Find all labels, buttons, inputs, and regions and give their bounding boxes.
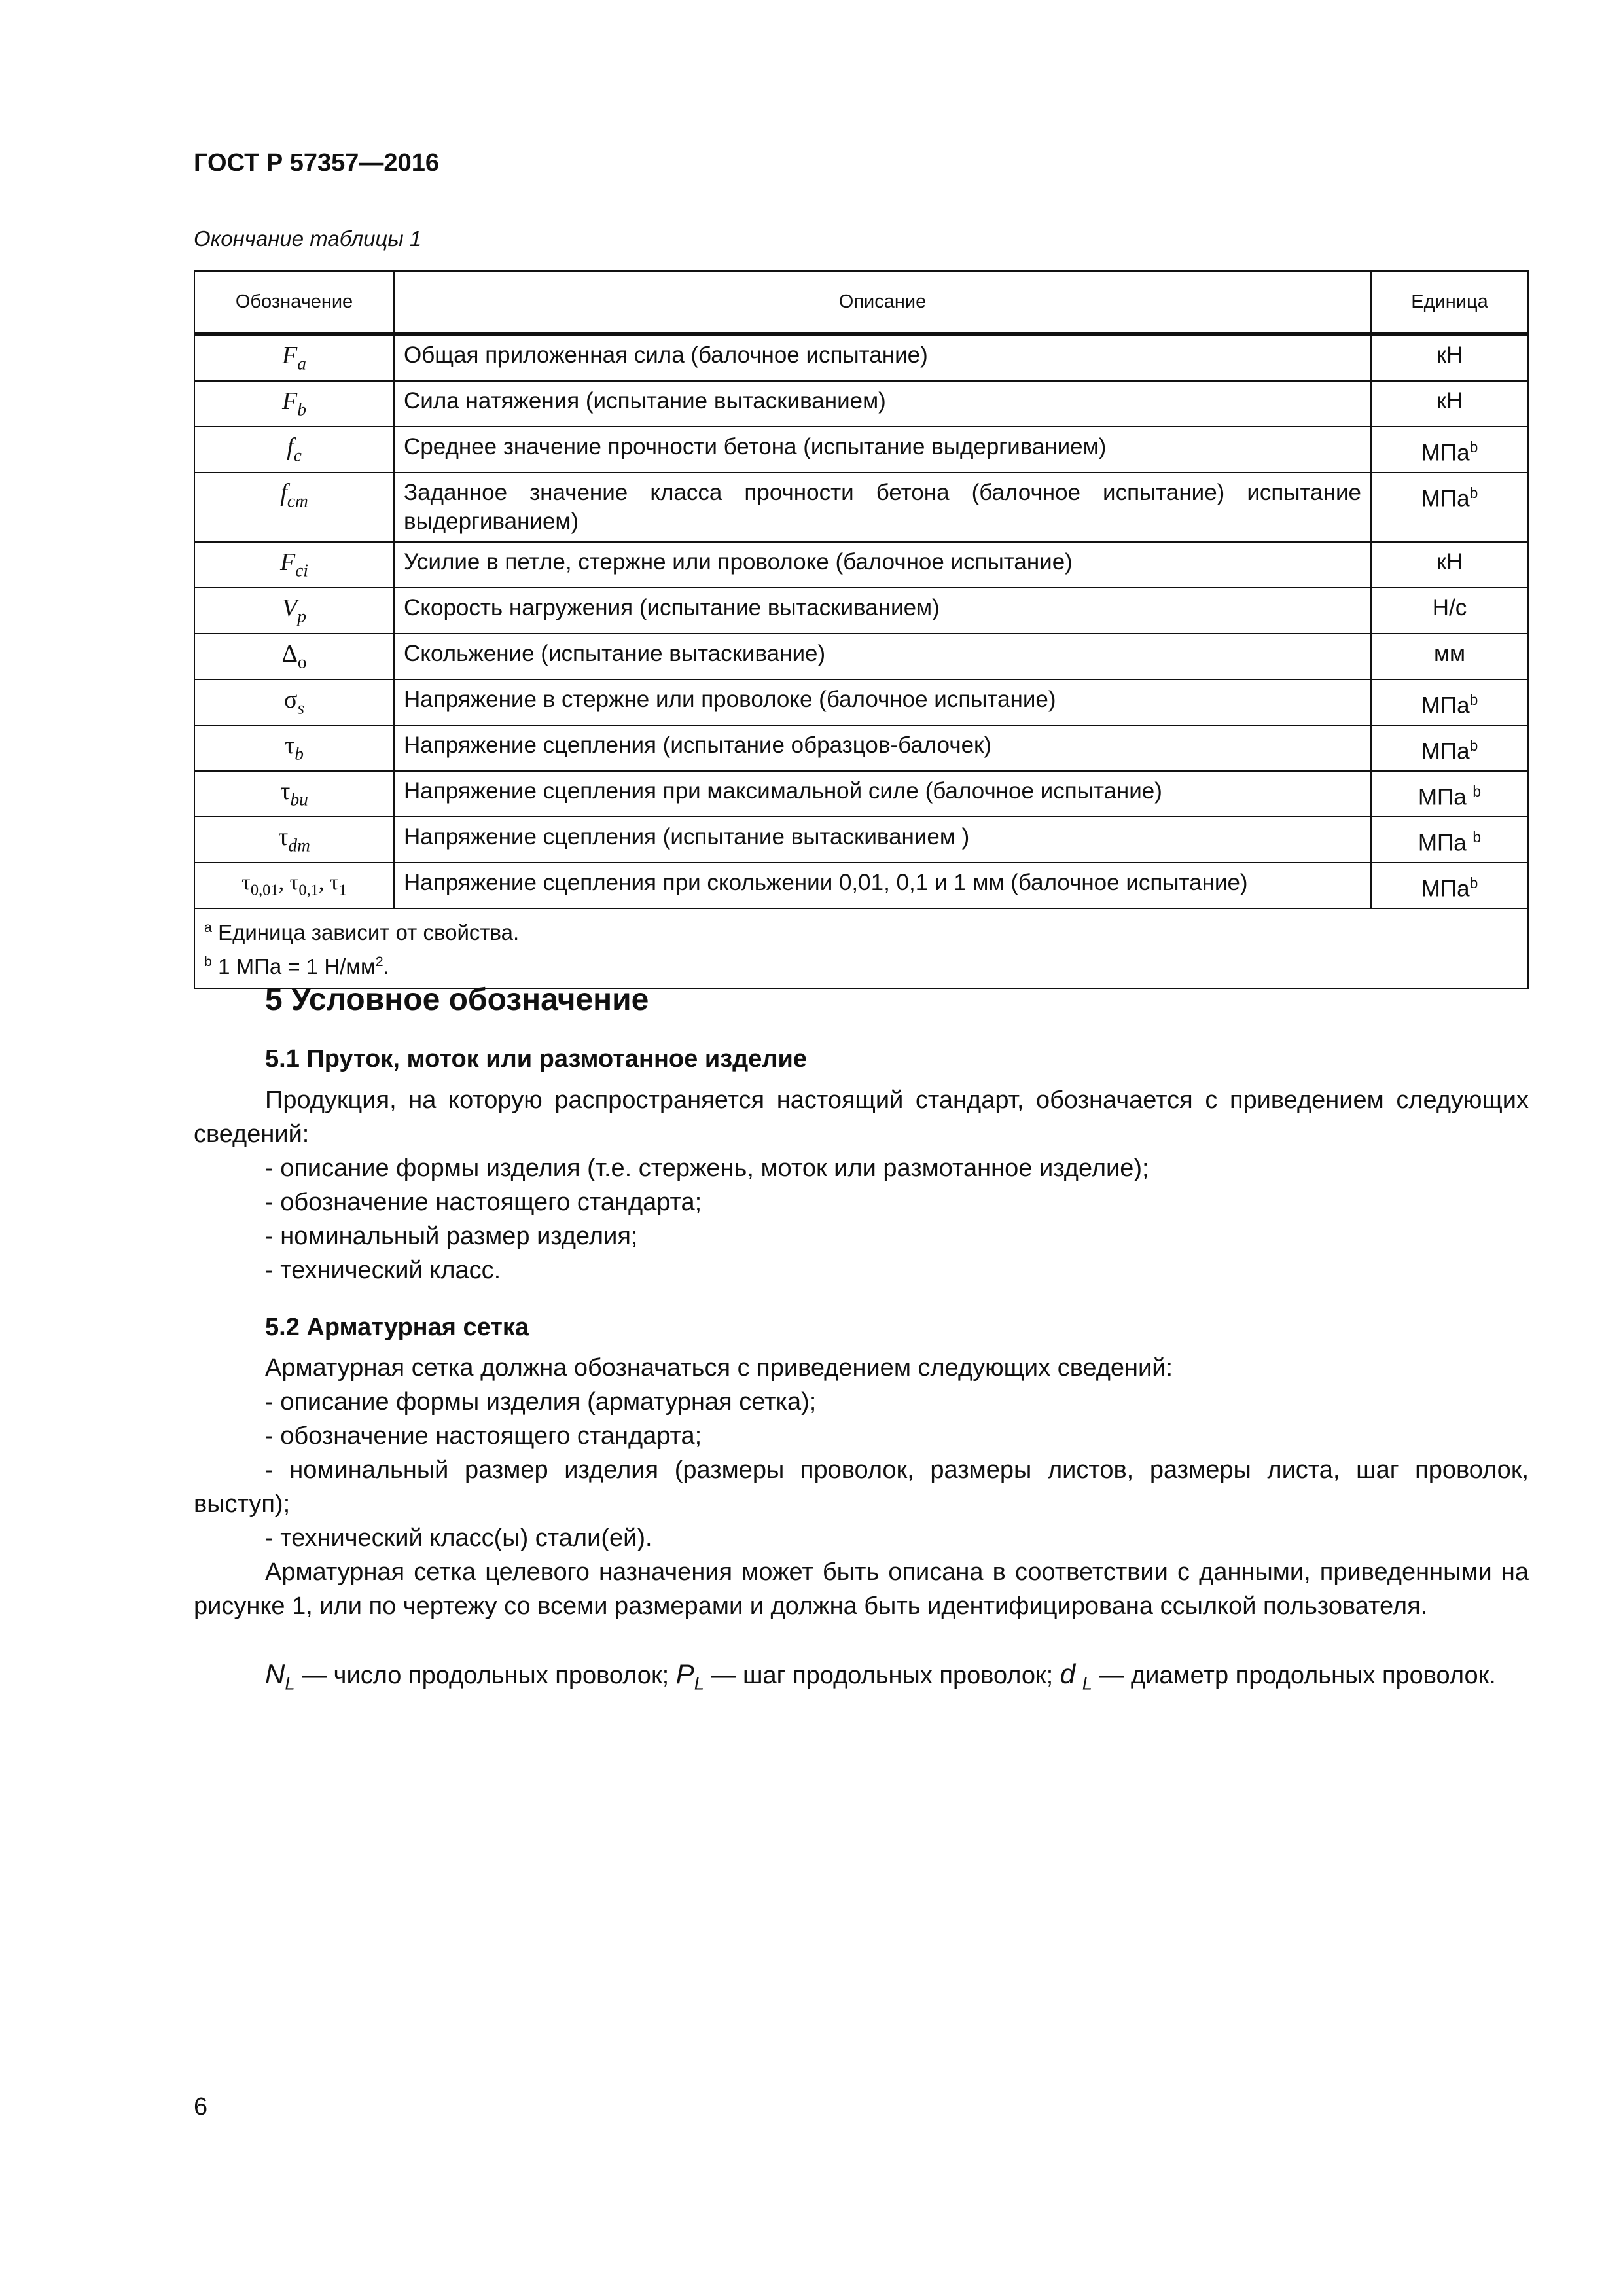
footnote-marker: b <box>1472 829 1482 846</box>
description-cell: Напряжение в стержне или проволоке (балочное испытание) <box>394 679 1371 725</box>
list-item: - обозначение настоящего стандарта; <box>265 1422 702 1450</box>
symbol: F <box>282 342 298 369</box>
unit: МПа <box>1421 486 1470 512</box>
table-row <box>194 381 1528 427</box>
symbol-cell <box>194 679 394 725</box>
list-item: - обозначение настоящего стандарта; <box>265 1189 702 1216</box>
symbol-subscript: c <box>293 445 302 465</box>
symbol-cell <box>194 771 394 817</box>
symbol-subscript: dm <box>288 835 310 855</box>
table-note <box>204 913 1518 947</box>
symbol: , τ <box>318 870 339 895</box>
footnote-marker: b <box>1469 484 1478 501</box>
symbol: τ <box>285 732 295 759</box>
symbol: F <box>280 548 296 576</box>
list-item: - номинальный размер изделия; <box>265 1223 638 1250</box>
unit: МПа <box>1421 692 1470 719</box>
column-header-description: Описание <box>394 271 1371 334</box>
symbol-subscript: a <box>297 353 306 374</box>
description-cell: Напряжение сцепления (испытание образцов-балочек) <box>394 725 1371 771</box>
symbol-subscript: b <box>297 399 306 420</box>
unit-cell <box>1371 725 1528 771</box>
symbol-cell <box>194 334 394 382</box>
unit-cell <box>1371 473 1528 542</box>
symbol: f <box>287 433 294 461</box>
table-caption: Окончание таблицы 1 <box>194 226 422 251</box>
table-row <box>194 427 1528 473</box>
list-item: - описание формы изделия (т.е. стержень, моток или размотанное изделие); <box>265 1155 1149 1182</box>
symbol: f <box>280 479 287 507</box>
footnote-marker: a <box>204 920 212 935</box>
unit-cell <box>1371 588 1528 634</box>
description-cell: Скорость нагружения (испытание вытаскиванием) <box>394 588 1371 634</box>
description-cell: Напряжение сцепления при максимальной силе (балочное испытание) <box>394 771 1371 817</box>
footnote-marker: b <box>1469 874 1478 891</box>
symbol-subscript: ci <box>295 560 308 581</box>
unit: кН <box>1436 342 1463 368</box>
unit: мм <box>1433 641 1466 666</box>
symbol-subscript: bu <box>290 789 308 810</box>
unit: Н/с <box>1432 595 1467 620</box>
symbol: τ <box>278 823 289 851</box>
unit: кН <box>1436 549 1463 575</box>
symbol-cell <box>194 381 394 427</box>
symbol-cell <box>194 427 394 473</box>
unit-cell <box>1371 634 1528 679</box>
note-superscript: 2 <box>375 953 383 969</box>
symbol: V <box>282 594 298 622</box>
list-item: - номинальный размер изделия (размеры проволок, размеры листов, размеры листа, шаг проволок, выступ); <box>194 1456 1529 1518</box>
description-cell: Среднее значение прочности бетона (испытание выдергиванием) <box>394 427 1371 473</box>
symbol-cell <box>194 634 394 679</box>
legend-paragraph <box>194 1657 1529 1701</box>
list-item: - технический класс. <box>265 1257 501 1284</box>
footnote-marker: b <box>1469 691 1478 708</box>
unit: МПа <box>1421 738 1470 764</box>
symbol-cell <box>194 725 394 771</box>
paragraph: Продукция, на которую распространяется настоящий стандарт, обозначается с приведением следующих сведений: <box>194 1086 1529 1148</box>
symbol: τ <box>280 778 291 805</box>
symbol-cell <box>194 588 394 634</box>
symbol: N <box>265 1659 285 1689</box>
description-cell: Скольжение (испытание вытаскивание) <box>394 634 1371 679</box>
unit: МПа <box>1418 830 1467 856</box>
note-text: 1 МПа = 1 Н/мм <box>211 954 376 978</box>
unit-cell <box>1371 427 1528 473</box>
symbol-cell <box>194 473 394 542</box>
unit-cell <box>1371 817 1528 863</box>
legend-text: — шаг продольных проволок; <box>704 1662 1060 1689</box>
unit-cell <box>1371 771 1528 817</box>
unit-cell <box>1371 542 1528 588</box>
footnote-marker: b <box>1469 737 1478 754</box>
table-row <box>194 863 1528 908</box>
table-row <box>194 771 1528 817</box>
description-cell: Заданное значение класса прочности бетона (балочное испытание) испытание выдергиванием) <box>394 473 1371 542</box>
table-notes <box>194 908 1528 988</box>
legend-text: — число продольных проволок; <box>294 1662 676 1689</box>
table-note <box>204 947 1518 981</box>
note-text: . <box>383 954 389 978</box>
column-header-symbol: Обозначение <box>194 271 394 334</box>
symbol: d <box>1060 1659 1076 1689</box>
symbol-subscript: s <box>297 698 305 718</box>
unit-cell <box>1371 381 1528 427</box>
unit-cell <box>1371 863 1528 908</box>
document-id: ГОСТ Р 57357—2016 <box>194 149 439 177</box>
symbol-subscript: p <box>297 606 306 626</box>
subsection-title: 5.2 Арматурная сетка <box>265 1314 529 1341</box>
description-cell: Сила натяжения (испытание вытаскиванием) <box>394 381 1371 427</box>
symbol: σ <box>283 686 298 713</box>
description-cell: Усилие в петле, стержне или проволоке (балочное испытание) <box>394 542 1371 588</box>
symbol-subscript: L <box>694 1673 704 1694</box>
symbol-subscript: b <box>294 744 304 764</box>
table-row <box>194 634 1528 679</box>
symbol: P <box>675 1659 694 1689</box>
footnote-marker: b <box>204 953 212 969</box>
symbol: F <box>282 387 298 415</box>
symbol: τ <box>241 870 251 895</box>
unit: МПа <box>1421 440 1470 466</box>
symbol-subscript: 0,01 <box>250 881 279 899</box>
unit: МПа <box>1421 876 1470 902</box>
unit: МПа <box>1418 784 1467 810</box>
symbol-subscript: L <box>1082 1673 1092 1694</box>
description-cell: Общая приложенная сила (балочное испытание) <box>394 334 1371 382</box>
table-row <box>194 334 1528 382</box>
list-item: - технический класс(ы) стали(ей). <box>265 1524 652 1552</box>
table-header-row <box>194 271 1528 334</box>
symbols-table <box>194 270 1529 989</box>
table-row <box>194 542 1528 588</box>
paragraph: Арматурная сетка должна обозначаться с приведением следующих сведений: <box>265 1354 1173 1382</box>
list-item: - описание формы изделия (арматурная сетка); <box>265 1388 817 1416</box>
symbol-cell <box>194 542 394 588</box>
section-title: 5 Условное обозначение <box>265 982 649 1017</box>
legend-text: — диаметр продольных проволок. <box>1092 1662 1496 1689</box>
table-row <box>194 473 1528 542</box>
note-text: Единица зависит от свойства. <box>211 920 520 944</box>
symbol-subscript: cm <box>287 491 308 511</box>
table-row <box>194 817 1528 863</box>
table-row <box>194 588 1528 634</box>
symbol-subscript: 1 <box>338 881 347 899</box>
symbol-subscript: o <box>297 652 307 672</box>
footnote-marker: b <box>1469 439 1478 456</box>
page-number: 6 <box>194 2093 208 2121</box>
description-cell: Напряжение сцепления при скольжении 0,01, 0,1 и 1 мм (балочное испытание) <box>394 863 1371 908</box>
unit-cell <box>1371 679 1528 725</box>
symbol-cell <box>194 817 394 863</box>
column-header-unit: Единица <box>1371 271 1528 334</box>
unit: кН <box>1436 388 1463 414</box>
symbol: Δ <box>281 640 298 668</box>
table-row <box>194 725 1528 771</box>
symbol-subscript: 0,1 <box>298 881 319 899</box>
unit-cell <box>1371 334 1528 382</box>
table-row <box>194 679 1528 725</box>
table-notes-row <box>194 908 1528 988</box>
symbol: , τ <box>278 870 299 895</box>
symbol-cell <box>194 863 394 908</box>
footnote-marker: b <box>1472 783 1482 800</box>
description-cell: Напряжение сцепления (испытание вытаскиванием ) <box>394 817 1371 863</box>
symbol-subscript: L <box>285 1673 295 1694</box>
subsection-title: 5.1 Пруток, моток или размотанное изделие <box>265 1045 807 1073</box>
paragraph: Арматурная сетка целевого назначения может быть описана в соответствии с данными, приведенными на рисунке 1, или по чертежу со всеми размерами и должна быть идентифицирована ссылкой пользователя. <box>194 1558 1529 1620</box>
